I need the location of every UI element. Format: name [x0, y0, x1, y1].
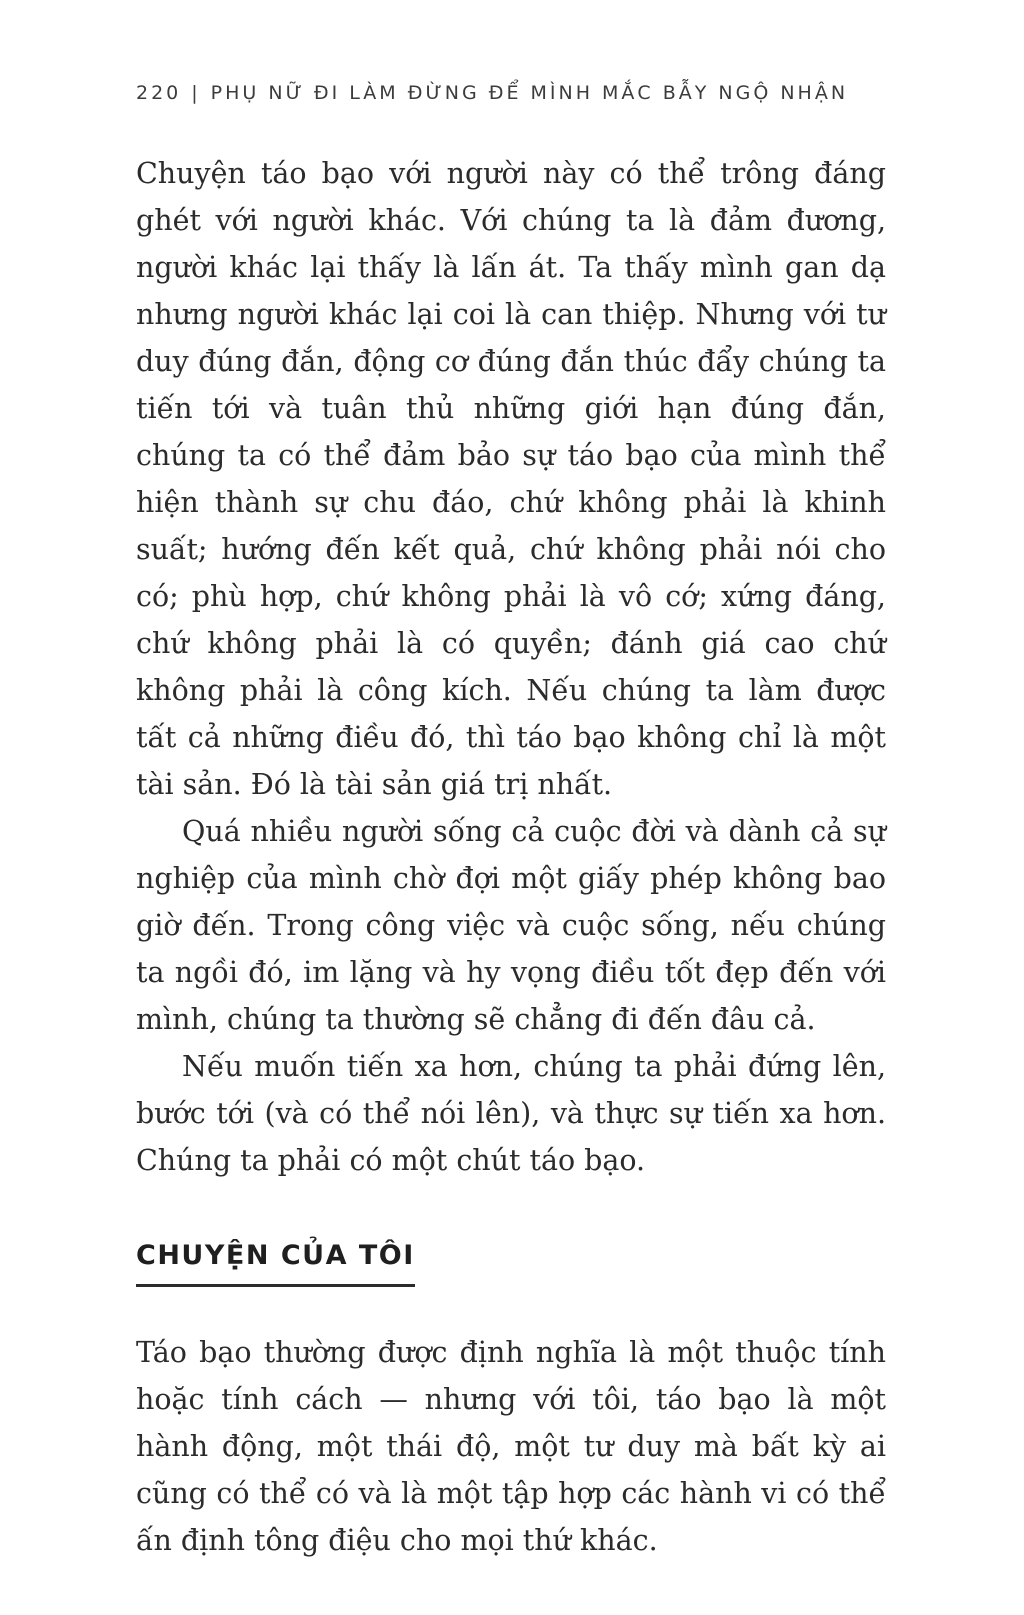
running-title: PHỤ NỮ ĐI LÀM ĐỪNG ĐỂ MÌNH MẮC BẪY NGỘ NHẬN — [210, 82, 849, 104]
paragraph: Quá nhiều người sống cả cuộc đời và dành cả sự nghiệp của mình chờ đợi một giấy phép không bao giờ đến. Trong công việc và cuộc sống, nếu chúng ta ngồi đó, im lặng và hy vọng điều tốt đẹp đến với mình, chúng ta thường sẽ chẳng đi đến đâu cả. — [136, 815, 886, 1036]
page-body — [136, 150, 886, 1564]
paragraph: Táo bạo thường được định nghĩa là một thuộc tính hoặc tính cách — nhưng với tôi, táo bạo là một hành động, một thái độ, một tư duy mà bất kỳ ai cũng có thể có và là một tập hợp các hành vi có thể ấn định tông điệu cho mọi thứ khác. — [136, 1336, 886, 1557]
page-number: 220 — [136, 82, 182, 104]
section-heading: CHUYỆN CỦA TÔI — [136, 1240, 415, 1287]
header-divider: | — [191, 82, 201, 104]
paragraph: Nếu muốn tiến xa hơn, chúng ta phải đứng lên, bước tới (và có thể nói lên), và thực sự tiến xa hơn. Chúng ta phải có một chút táo bạo. — [136, 1050, 886, 1177]
page-header — [136, 82, 886, 104]
paragraph: Chuyện táo bạo với người này có thể trông đáng ghét với người khác. Với chúng ta là đảm đương, người khác lại thấy là lấn át. Ta thấy mình gan dạ nhưng người khác lại coi là can thiệp. Nhưng với tư duy đúng đắn, động cơ đúng đắn thúc đẩy chúng ta tiến tới và tuân thủ những giới hạn đúng đắn, chúng ta có thể đảm bảo sự táo bạo của mình thể hiện thành sự chu đáo, chứ không phải là khinh suất; hướng đến kết quả, chứ không phải nói cho có; phù hợp, chứ không phải là vô cớ; xứng đáng, chứ không phải là có quyền; đánh giá cao chứ không phải là công kích. Nếu chúng ta làm được tất cả những điều đó, thì táo bạo không chỉ là một tài sản. Đó là tài sản giá trị nhất. — [136, 157, 886, 801]
